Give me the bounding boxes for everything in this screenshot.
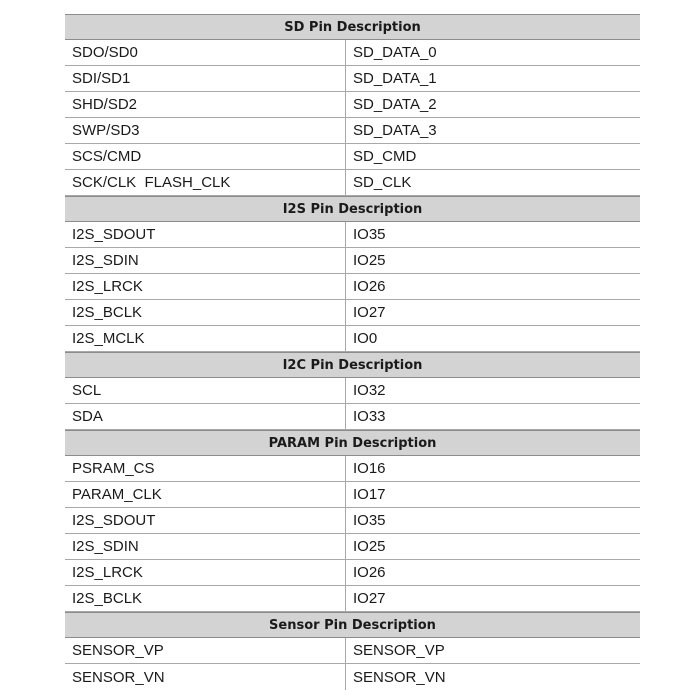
pin-name-cell: IO27 (353, 590, 386, 607)
signal-name-cell: I2S_LRCK (65, 560, 346, 585)
table-row (65, 534, 640, 560)
pin-name-cell: SENSOR_VN (353, 668, 446, 686)
table-row (65, 326, 640, 352)
pin-name-cell: IO26 (353, 278, 386, 295)
section-header: I2S Pin Description (65, 196, 640, 222)
signal-name-cell: I2S_MCLK (65, 326, 346, 351)
signal-name-cell: PARAM_CLK (65, 482, 346, 507)
table-row (65, 170, 640, 196)
signal-name-cell: I2S_SDIN (65, 534, 346, 559)
pin-name-cell: IO16 (353, 460, 386, 477)
signal-name-cell: I2S_BCLK (65, 300, 346, 325)
table-row (65, 274, 640, 300)
section-header: SD Pin Description (65, 14, 640, 40)
table-row (65, 40, 640, 66)
table-row (65, 118, 640, 144)
pin-name-cell: IO32 (353, 382, 386, 399)
signal-name-cell: SDI/SD1 (65, 66, 346, 91)
table-row (65, 664, 640, 690)
pin-name-cell: SD_DATA_3 (353, 122, 437, 139)
table-row (65, 560, 640, 586)
signal-name-cell: SHD/SD2 (65, 92, 346, 117)
pin-name-cell: IO25 (353, 538, 386, 555)
signal-name-cell: SCK/CLK FLASH_CLK (65, 170, 346, 195)
table-row (65, 92, 640, 118)
table-row (65, 66, 640, 92)
signal-name-cell: SDO/SD0 (65, 40, 346, 65)
pin-name-cell: SD_CLK (353, 174, 412, 191)
signal-name-cell: SWP/SD3 (65, 118, 346, 143)
pin-name-cell: IO25 (353, 252, 386, 269)
table-row (65, 638, 640, 664)
signal-name-cell: SENSOR_VN (65, 664, 346, 690)
pin-name-cell: IO17 (353, 486, 386, 503)
signal-name-cell: SCS/CMD (65, 144, 346, 169)
pin-name-cell: SD_CMD (353, 148, 417, 165)
pin-name-cell: IO33 (353, 408, 386, 425)
pin-name-cell: IO35 (353, 226, 386, 243)
table-row (65, 378, 640, 404)
signal-name-cell: I2S_SDIN (65, 248, 346, 273)
signal-name-cell: I2S_SDOUT (65, 222, 346, 247)
table-row (65, 300, 640, 326)
pin-name-cell: SENSOR_VP (353, 642, 445, 659)
section-header: PARAM Pin Description (65, 430, 640, 456)
pin-name-cell: SD_DATA_2 (353, 96, 437, 113)
section-header: I2C Pin Description (65, 352, 640, 378)
pin-name-cell: SD_DATA_1 (353, 70, 437, 87)
table-row (65, 248, 640, 274)
pin-name-cell: IO35 (353, 512, 386, 529)
signal-name-cell: I2S_LRCK (65, 274, 346, 299)
table-row (65, 586, 640, 612)
signal-name-cell: I2S_SDOUT (65, 508, 346, 533)
table-row (65, 404, 640, 430)
signal-name-cell: I2S_BCLK (65, 586, 346, 611)
signal-name-cell: SCL (65, 378, 346, 403)
pin-name-cell: IO27 (353, 304, 386, 321)
table-row (65, 508, 640, 534)
pin-name-cell: IO0 (353, 330, 378, 347)
signal-name-cell: PSRAM_CS (65, 456, 346, 481)
pin-description-table (65, 14, 640, 690)
signal-name-cell: SDA (65, 404, 346, 429)
pin-name-cell: SD_DATA_0 (353, 44, 437, 61)
table-row (65, 482, 640, 508)
section-header: Sensor Pin Description (65, 612, 640, 638)
signal-name-cell: SENSOR_VP (65, 638, 346, 663)
table-row (65, 222, 640, 248)
table-row (65, 144, 640, 170)
pin-name-cell: IO26 (353, 564, 386, 581)
table-row (65, 456, 640, 482)
